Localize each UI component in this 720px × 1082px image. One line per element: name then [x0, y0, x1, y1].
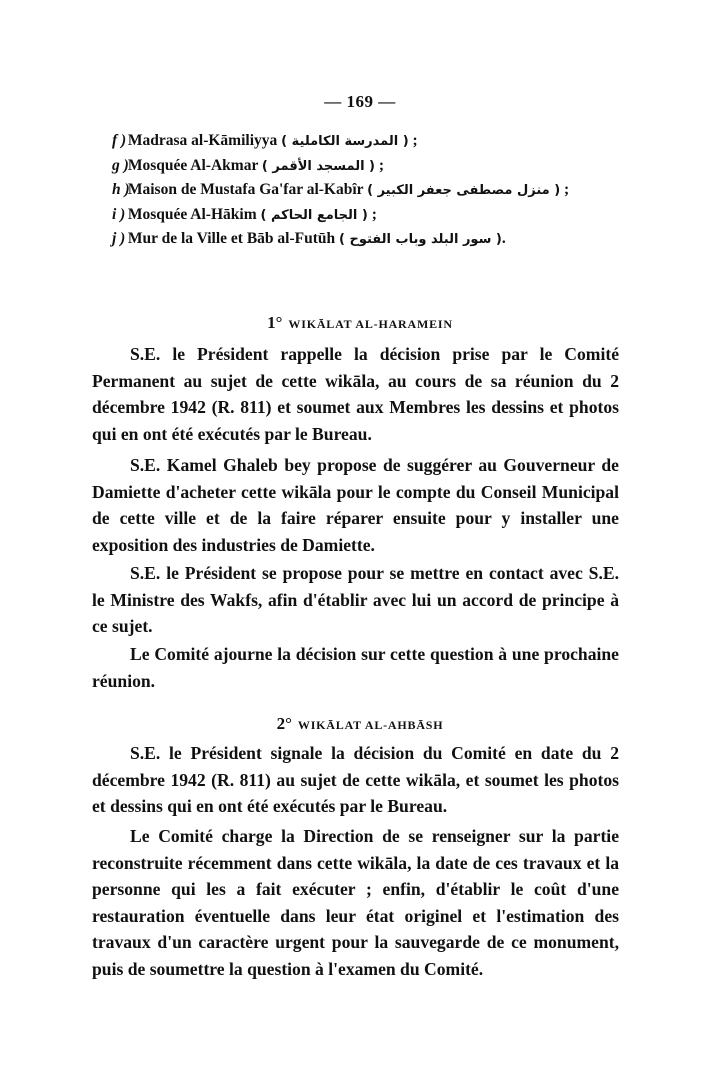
section-title: WIKĀLAT AL-AHBĀSH [297, 718, 444, 732]
section-heading-2 [0, 714, 720, 734]
list-arabic: ( الجامع الحاكم ) [260, 207, 368, 223]
list-letter: j ) [112, 230, 126, 247]
list-arabic: ( المدرسة الكاملية ) [281, 134, 409, 149]
list-arabic: ( سور البلد وباب الفتوح ) [339, 232, 502, 247]
list-item [112, 129, 632, 154]
section-number: 1° [267, 313, 283, 332]
list-end: ; [375, 156, 385, 174]
section-heading-1 [0, 313, 720, 333]
list-item [112, 178, 632, 203]
list-end: . [501, 230, 506, 247]
list-letter: g ) [112, 156, 129, 174]
list-item [112, 227, 632, 252]
list-item [112, 203, 632, 228]
section-title: WIKĀLAT AL-HARAMEIN [288, 317, 453, 331]
paragraph: Le Comité charge la Direction de se renseigner sur la partie reconstruite récemment dans cette wikāla, la date de ces travaux et la personne qui les a fait exécuter ; enfin, d'établir le coût d'une restauration éventuelle dans leur état originel et l'estimation des travaux d'un caractère urgent pour la sauvegarde de ce monument, puis de soumettre la question à l'examen du Comité. [92, 826, 619, 979]
list-label: Mosquée Al-Hākim [127, 205, 257, 223]
list-end: ; [560, 181, 570, 198]
list-letter: h ) [112, 181, 130, 198]
list-item [112, 154, 632, 179]
list-arabic: ( المسجد الأقمر ) [261, 158, 375, 174]
list-end: ; [408, 132, 418, 149]
list-letter: f ) [112, 132, 127, 149]
list-end: ; [367, 205, 377, 223]
section-number: 2° [276, 714, 292, 733]
list-label: Mosquée Al-Akmar [127, 156, 259, 174]
list-letter: i ) [112, 205, 126, 223]
list-label: Maison de Mustafa Ga'far al-Kabîr [127, 181, 364, 198]
paragraph: S.E. Kamel Ghaleb bey propose de suggérer au Gouverneur de Damiette d'acheter cette wikāla pour le compte du Conseil Municipal de cette ville et de la faire réparer ensuite pour y installer une exposition des industries de Damiette. [92, 455, 619, 555]
paragraph: S.E. le Président se propose pour se mettre en contact avec S.E. le Ministre des Wakfs, afin d'établir avec lui un accord de principe à ce sujet. [92, 563, 619, 636]
list-arabic: ( منزل مصطفى جعفر الكبير ) [367, 183, 561, 198]
monument-list [112, 129, 632, 252]
list-label: Mur de la Ville et Bāb al-Futūh [127, 230, 336, 247]
paragraph: Le Comité ajourne la décision sur cette question à une prochaine réunion. [92, 644, 619, 691]
page-number: — 169 — [324, 92, 396, 111]
list-label: Madrasa al-Kāmiliyya [127, 132, 278, 149]
paragraph: S.E. le Président rappelle la décision prise par le Comité Permanent au sujet de cette wikāla, au cours de sa réunion du 2 décembre 1942 (R. 811) et soumet aux Membres les dessins et photos qui en ont été exécutés par le Bureau. [92, 344, 619, 444]
paragraph: S.E. le Président signale la décision du Comité en date du 2 décembre 1942 (R. 811) au sujet de cette wikāla, et soumet les photos et dessins qui en ont été exécutés par le Bureau. [92, 743, 619, 816]
